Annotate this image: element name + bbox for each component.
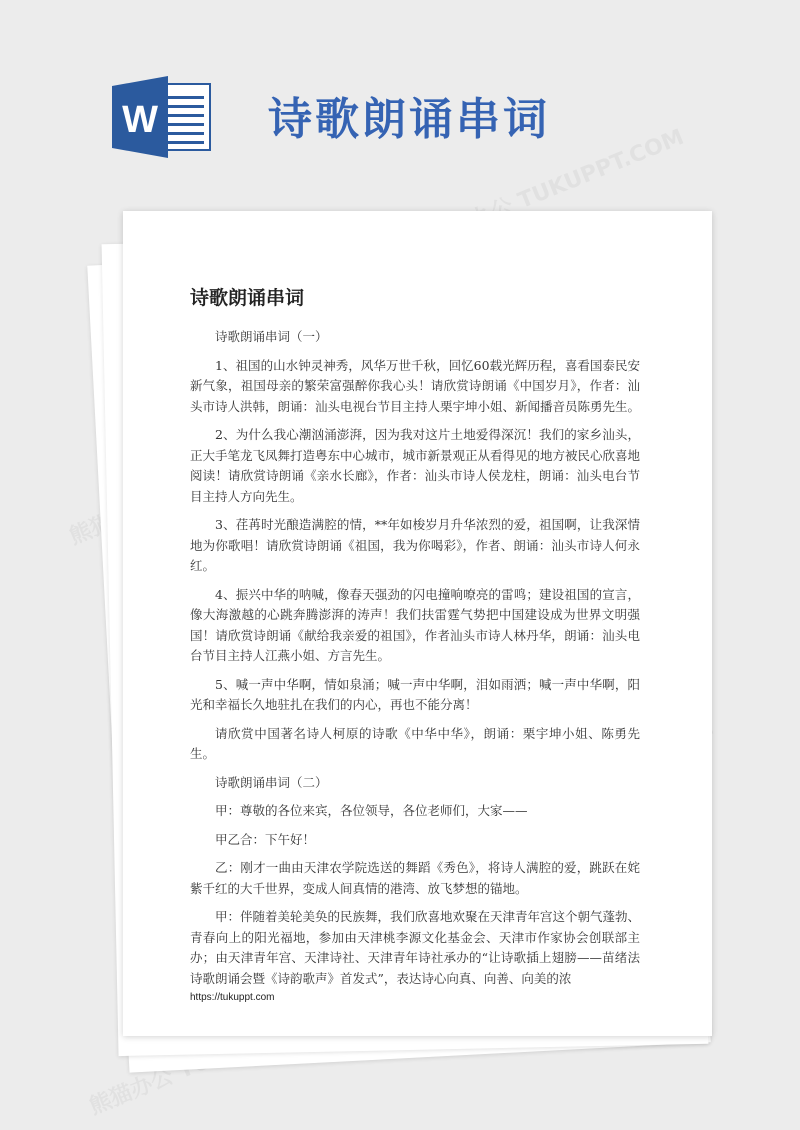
paragraph: 甲乙合：下午好！	[215, 831, 316, 847]
logo-letter: W	[122, 99, 158, 141]
paragraph: 4、振兴中华的呐喊，像春天强劲的闪电撞响嘹亮的雷鸣；建设祖国的宣言，像大海激越的心跳奔腾澎湃的涛声！我们扶雷霆气势把中国建设成为世界文明强国！请欣赏诗朗诵《献给我亲爱的祖国》，作者汕头市诗人林丹华，朗诵：汕头电台节目主持人江燕小姐、方言先生。	[190, 586, 640, 663]
paragraph: 诗歌朗诵串词（二）	[215, 774, 328, 790]
paragraph: 3、荏苒时光酿造满腔的情，**年如梭岁月升华浓烈的爱，祖国啊，让我深情地为你歌唱！请欣赏诗朗诵《祖国，我为你喝彩》，作者、朗诵：汕头市诗人何永红。	[190, 517, 640, 573]
paragraph: 2、为什么我心潮汹涌澎湃，因为我对这片土地爱得深沉！我们的家乡汕头，正大手笔龙飞凤舞打造粤东中心城市，城市新景观正从看得见的地方被民心欣喜地阅读！请欣赏诗朗诵《亲水长廊》，作者：汕头市诗人侯龙柱，朗诵：汕头电台节目主持人方向先生。	[190, 427, 641, 504]
document-title: 诗歌朗诵串词	[190, 287, 305, 309]
header-title: 诗歌朗诵串词	[268, 94, 550, 145]
paragraph: 请欣赏中国著名诗人柯原的诗歌《中华中华》，朗诵：栗宇坤小姐、陈勇先生。	[190, 725, 640, 761]
paragraph: 5、喊一声中华啊，情如泉涌；喊一声中华啊，泪如雨洒；喊一声中华啊，阳光和幸福长久地驻扎在我们的内心，再也不能分离！	[190, 676, 640, 712]
paragraph: 乙：刚才一曲由天津农学院选送的舞蹈《秀色》，将诗人满腔的爱，跳跃在姹紫千红的大千世界，变成人间真情的港湾、放飞梦想的锚地。	[190, 860, 640, 896]
document-body	[190, 327, 640, 997]
paragraph: 诗歌朗诵串词（一）	[215, 329, 328, 344]
paragraph: 甲：伴随着美轮美奂的民族舞，我们欣喜地欢聚在天津青年宫这个朝气蓬勃、青春向上的阳光福地，参加由天津桃李源文化基金会、天津市作家协会创联部主办；由天津青年宫、天津诗社、天津青年诗社承办的“让诗歌插上翅膀——苗绪法诗歌朗诵会暨《诗韵歌声》首发式”，表达诗心向真、向善、向美的浓	[190, 909, 641, 986]
footer-url: https://tukuppt.com	[190, 992, 275, 1003]
word-logo-icon	[112, 76, 212, 158]
paragraph: 甲：尊敬的各位来宾，各位领导，各位老师们，大家——	[215, 803, 528, 818]
paragraph: 1、祖国的山水钟灵神秀，风华万世千秋，回忆60载光辉历程，喜看国泰民安新气象，祖国母亲的繁荣富强醉你我心头！请欣赏诗朗诵《中国岁月》，作者：汕头市诗人洪韩，朗诵：汕头电视台节目主持人栗宇坤小姐、新闻播音员陈勇先生。	[190, 357, 641, 414]
document-page	[123, 211, 712, 1036]
